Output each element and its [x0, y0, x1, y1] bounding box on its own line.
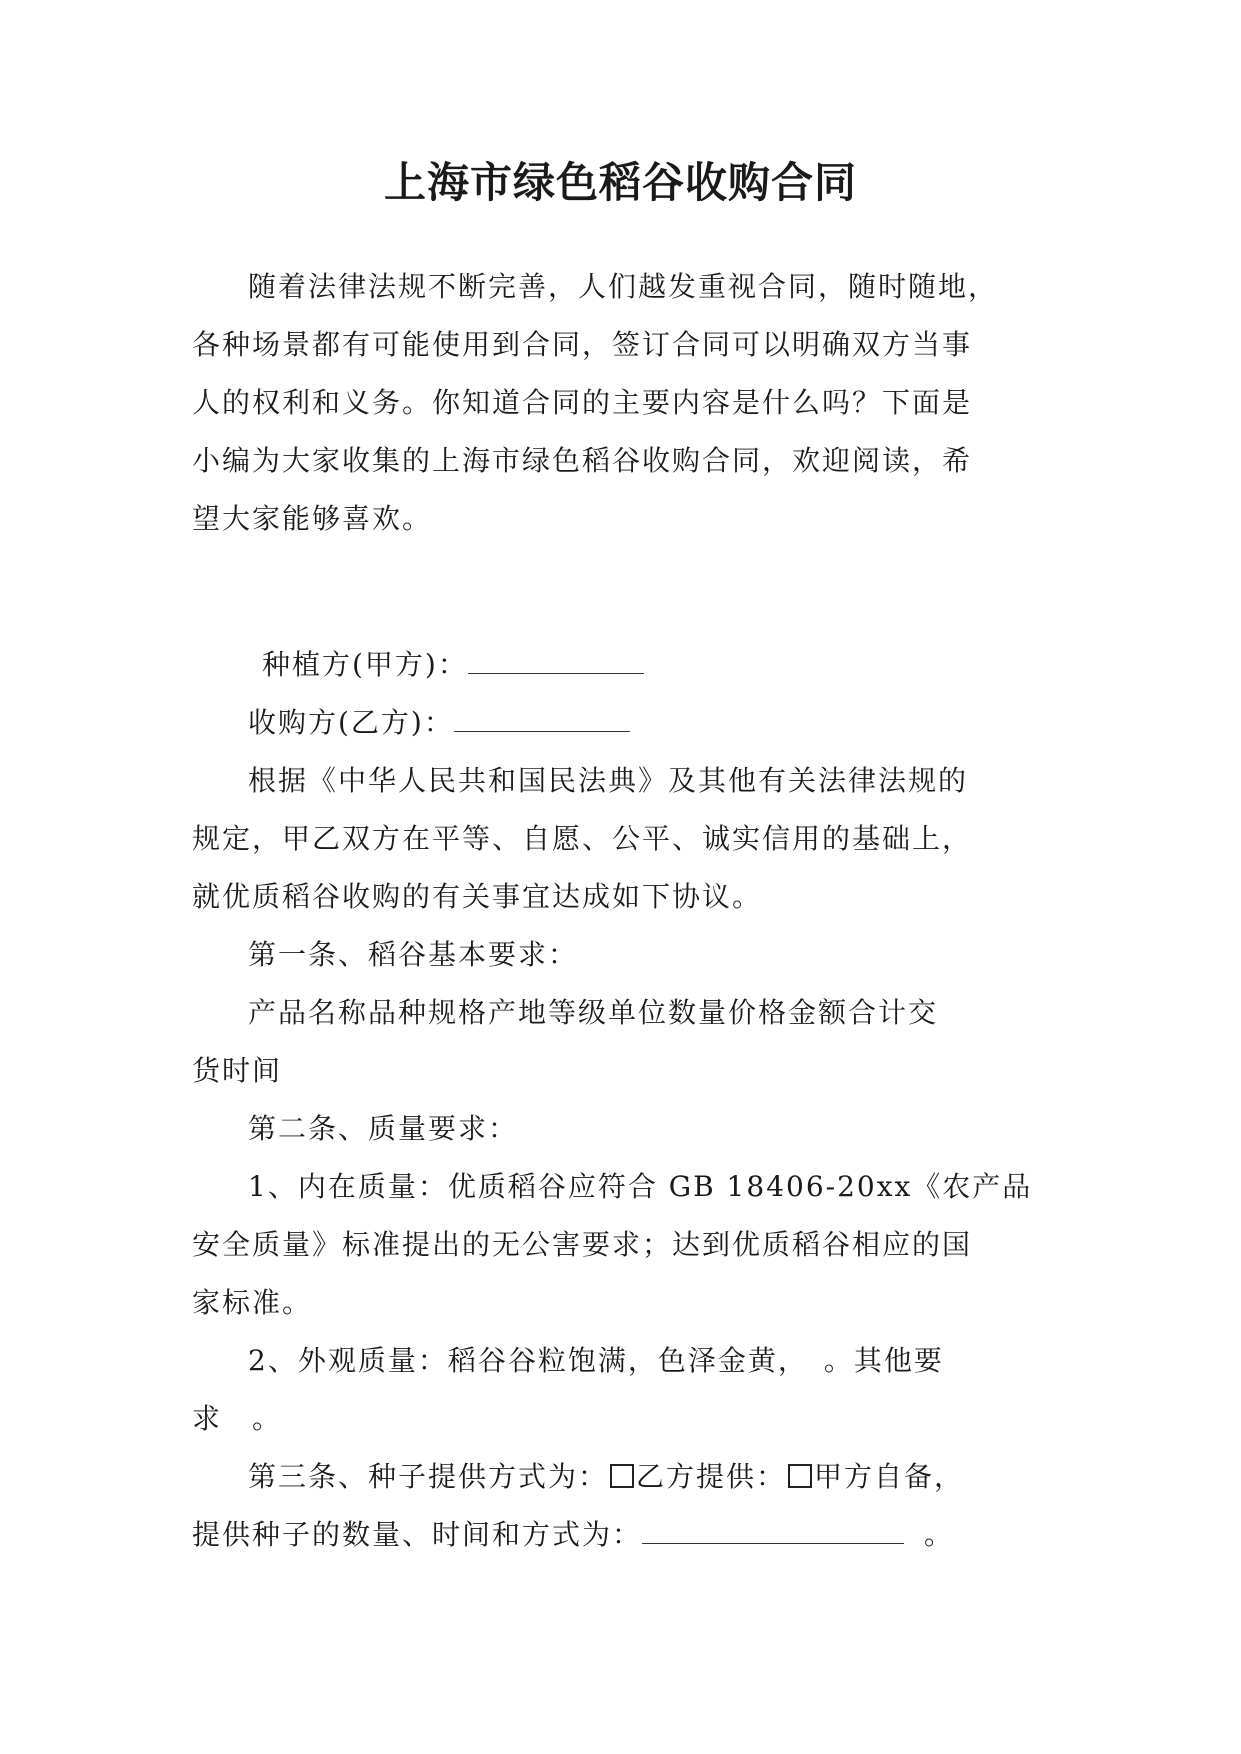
intro-line: 人的权利和义务。你知道合同的主要内容是什么吗？下面是 — [192, 386, 973, 419]
option-b-checkbox[interactable] — [610, 1464, 634, 1488]
option-b-label: 乙方提供： — [636, 1460, 787, 1493]
option-a-label: 甲方自备， — [814, 1460, 965, 1493]
preamble-line: 规定，甲乙双方在平等、自愿、公平、诚实信用的基础上， — [192, 822, 973, 855]
seed-details-blank[interactable] — [642, 1519, 904, 1544]
contract-body — [192, 636, 1050, 1564]
article1-line: 货时间 — [192, 1054, 283, 1087]
article3-line — [192, 1448, 1050, 1506]
party-a-line — [192, 636, 1050, 694]
article2-item2-line: 2、外观质量：稻谷谷粒饱满，色泽金黄， 。其他要 — [248, 1344, 944, 1377]
article2-item1-line: 1、内在质量：优质稻谷应符合 GB 18406-20xx《农产品 — [248, 1170, 1033, 1203]
intro-line: 随着法律法规不断完善，人们越发重视合同，随时随地， — [248, 270, 999, 303]
intro-paragraph — [192, 258, 1050, 548]
party-b-line — [192, 694, 1050, 752]
document-title: 上海市绿色稻谷收购合同 — [383, 158, 857, 207]
article1-title: 第一条、稻谷基本要求： — [248, 938, 579, 971]
party-a-label: 种植方(甲方)： — [262, 648, 468, 681]
article2-item1-line: 家标准。 — [192, 1286, 313, 1319]
preamble-line: 根据《中华人民共和国民法典》及其他有关法律法规的 — [248, 764, 969, 797]
article1-line: 产品名称品种规格产地等级单位数量价格金额合计交 — [248, 996, 939, 1029]
article3-prefix: 第三条、种子提供方式为： — [248, 1460, 609, 1493]
article2-title: 第二条、质量要求： — [248, 1112, 519, 1145]
article3-seed-line — [192, 1506, 1050, 1564]
party-b-label: 收购方(乙方)： — [248, 706, 454, 739]
party-a-blank[interactable] — [468, 649, 644, 674]
intro-line: 小编为大家收集的上海市绿色稻谷收购合同，欢迎阅读，希 — [192, 444, 973, 477]
seed-details-label: 提供种子的数量、时间和方式为： — [192, 1518, 643, 1551]
article2-item1-line: 安全质量》标准提出的无公害要求；达到优质稻谷相应的国 — [192, 1228, 973, 1261]
intro-line: 望大家能够喜欢。 — [192, 502, 433, 535]
preamble-line: 就优质稻谷收购的有关事宜达成如下协议。 — [192, 880, 763, 913]
option-a-checkbox[interactable] — [788, 1464, 812, 1488]
article2-item2-line: 求 。 — [192, 1402, 283, 1435]
party-b-blank[interactable] — [454, 707, 630, 732]
seed-details-end: 。 — [924, 1518, 955, 1551]
intro-line: 各种场景都有可能使用到合同，签订合同可以明确双方当事 — [192, 328, 973, 361]
